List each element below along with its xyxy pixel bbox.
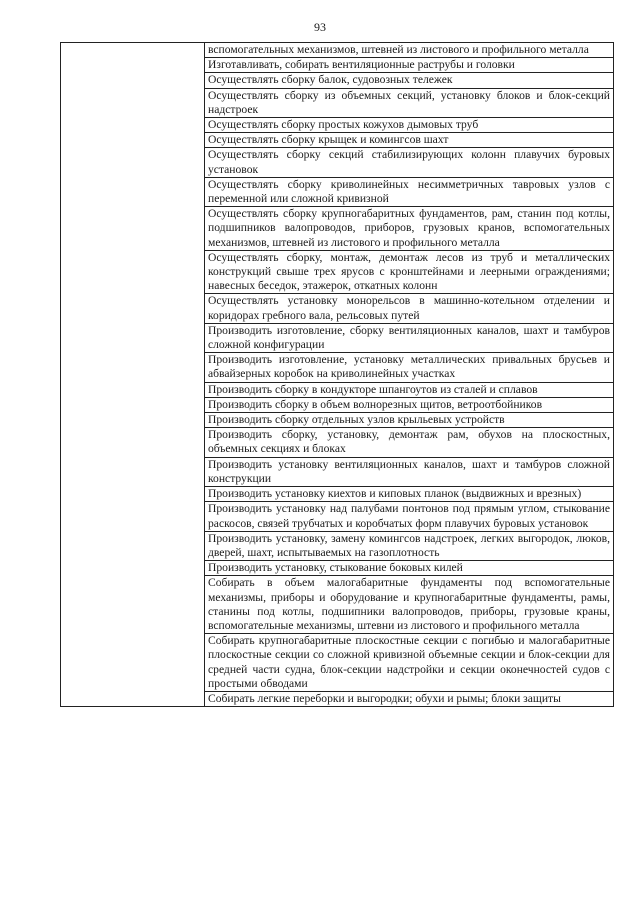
table-cell: Производить установку вентиляционных каналов, шахт и тамбуров сложной конструкции: [205, 457, 614, 486]
table-cell: Производить установку киехтов и киповых планок (выдвижных и врезных): [205, 487, 614, 502]
table-cell: Производить сборку в кондукторе шпангоутов из сталей и сплавов: [205, 382, 614, 397]
table-cell: Осуществлять сборку крупногабаритных фундаментов, рам, станин под котлы, подшипников валопроводов, приборов, грузовых кранов, вспомогательных механизмов, штевней из листового и профильного металла: [205, 207, 614, 251]
table-cell: Осуществлять сборку криволинейных несимметричных тавровых узлов с переменной или сложной кривизной: [205, 177, 614, 206]
table-cell: Производить установку, замену комингсов надстроек, легких выгородок, люков, дверей, шахт, испытываемых на газоплотность: [205, 531, 614, 560]
table-cell: Производить изготовление, сборку вентиляционных каналов, шахт и тамбуров сложной конфигурации: [205, 323, 614, 352]
table-cell: Производить сборку в объем волнорезных щитов, ветроотбойников: [205, 397, 614, 412]
table-cell: Осуществлять сборку, монтаж, демонтаж лесов из труб и металлических конструкций свыше трех ярусов с кронштейнами и леерными ограждениями; навесных беседок, этажерок, откатных колонн: [205, 250, 614, 294]
table-cell: Осуществлять сборку из объемных секций, установку блоков и блок-секций надстроек: [205, 88, 614, 117]
table-cell: Осуществлять сборку балок, судовозных тележек: [205, 73, 614, 88]
table-cell: Производить установку над палубами понтонов под прямым углом, стыкование раскосов, связей трубчатых и коробчатых форм плавучих буровых установок: [205, 502, 614, 531]
table-cell: Осуществлять сборку крыщек и комингсов шахт: [205, 133, 614, 148]
table-cell: вспомогательных механизмов, штевней из листового и профильного металла: [205, 43, 614, 58]
empty-left-cell: [61, 43, 205, 707]
table-cell: Осуществлять сборку секций стабилизирующих колонн плавучих буровых установок: [205, 148, 614, 177]
table-cell: Осуществлять сборку простых кожухов дымовых труб: [205, 118, 614, 133]
table-cell: Собирать в объем малогабаритные фундаменты под вспомогательные механизмы, приборы и оборудование и крупногабаритные фундаменты, рамы, станины под котлы, подшипники валопроводов, приборы, грузовые краны, вспомогательные механизмы, штевни из листового и профильного металла: [205, 576, 614, 634]
table-cell: Производить сборку, установку, демонтаж рам, обухов на плоскостных, объемных секциях и блоках: [205, 428, 614, 457]
labor-functions-table: [60, 42, 614, 707]
page-number: 93: [314, 20, 326, 34]
table-cell: Собирать легкие переборки и выгородки; обухи и рымы; блоки защиты: [205, 691, 614, 706]
table-cell: Осуществлять установку монорельсов в машинно-котельном отделении и коридорах гребного вала, рельсовых путей: [205, 294, 614, 323]
table-cell: Производить установку, стыкование боковых килей: [205, 561, 614, 576]
table-cell: Собирать крупногабаритные плоскостные секции с погибью и малогабаритные плоскостные секции со сложной кривизной объемные секции и блок-секции для средней части судна, блок-секции надстройки и секции оконечностей судов с простыми обводами: [205, 634, 614, 692]
table-row: [61, 43, 614, 58]
table-cell: Производить сборку отдельных узлов крыльевых устройств: [205, 413, 614, 428]
table-cell: Изготавливать, собирать вентиляционные раструбы и головки: [205, 58, 614, 73]
table-cell: Производить изготовление, установку металлических привальных брусьев и абвайзерных коробок на криволинейных участках: [205, 353, 614, 382]
